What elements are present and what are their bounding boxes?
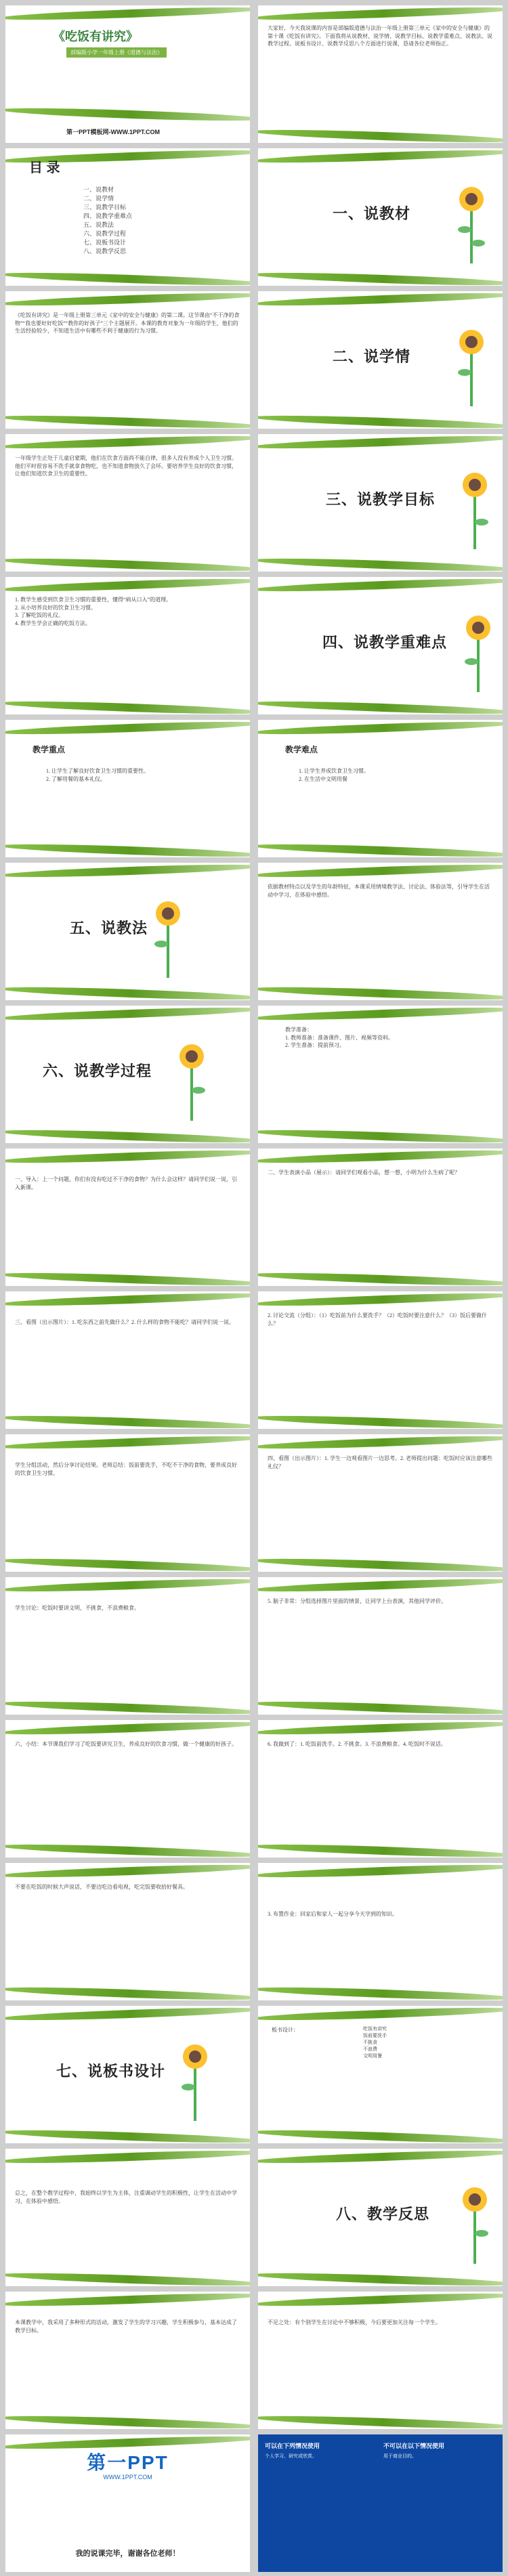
- preparation-heading: 教学准备：: [285, 1027, 312, 1033]
- body-text: 六、小结：本节课我们学习了吃饭要讲究卫生，养成良好的饮食习惯，做一个健康的好孩子。: [15, 1741, 237, 1747]
- text-slide[interactable]: [5, 291, 250, 429]
- preparation-text: [285, 1026, 493, 1050]
- brand-logo: 第一PPT: [87, 2452, 169, 2473]
- green-swoosh: [258, 842, 503, 857]
- green-swoosh: [258, 699, 503, 714]
- green-swoosh: [258, 1577, 503, 1594]
- green-swoosh: [5, 1291, 250, 1308]
- green-swoosh: [258, 1985, 503, 2000]
- text-slide[interactable]: [258, 1720, 503, 1858]
- goal-item: 1. 教学生感受到饮食卫生习惯的重要性，懂得“病从口入”的道理。: [15, 597, 172, 603]
- green-swoosh: [258, 1556, 503, 1572]
- green-swoosh: [258, 1128, 503, 1143]
- text-slide[interactable]: [5, 434, 250, 572]
- body-text: 《吃饭有讲究》是一年级上册第三单元《家中的安全与健康》的第二课。这节课由“不干净的食物”“我也要好好吃饭”“教你的好孩子”三个主题展开。本课的教育对象为一年级的学生，他们的生活经验较少，不知道生活中有哪些不利于健康的行为习惯。: [15, 312, 240, 334]
- body-text: 6. 我做到了：1. 吃饭前洗手。2. 不挑食。3. 不浪费粮食。4. 吃饭时不说话。: [268, 1741, 446, 1747]
- body-text: 依据教材特点以及学生的年龄特征，本课采用情境教学法、讨论法、体验法等，引导学生在活动中学习，在体验中感悟。: [268, 884, 490, 898]
- green-swoosh: [258, 1699, 503, 1715]
- green-swoosh: [5, 577, 250, 594]
- green-swoosh: [5, 1720, 250, 1737]
- body-text: 2. 讨论交流（分组）：（1）吃饭前为什么要洗手？（2）吃饭时要注意什么？（3）饭后要做什么？: [268, 1312, 487, 1327]
- title-slide[interactable]: [5, 5, 250, 143]
- toc-item[interactable]: 三、说教学目标: [83, 204, 127, 211]
- section-3-slide[interactable]: [258, 434, 503, 572]
- board-line: 不浪费: [363, 2047, 377, 2052]
- usage-allowed-text: 个人学习、研究或欣赏。: [265, 2454, 317, 2459]
- sunflower-icon: [178, 2040, 212, 2121]
- green-swoosh: [258, 1270, 503, 1286]
- green-swoosh: [258, 2413, 503, 2429]
- usage-slide[interactable]: [258, 2434, 503, 2572]
- toc-title: 目 录: [29, 160, 60, 175]
- green-swoosh: [5, 1128, 250, 1143]
- green-swoosh: [258, 863, 503, 880]
- text-slide[interactable]: [258, 1149, 503, 1286]
- text-slide[interactable]: [258, 1291, 503, 1429]
- green-swoosh: [5, 2292, 250, 2309]
- key-point-item: 2. 了解用餐的基本礼仪。: [46, 775, 106, 782]
- green-swoosh: [5, 1149, 250, 1165]
- sunflower-icon: [454, 182, 488, 263]
- sunflower-icon: [454, 325, 488, 406]
- difficulty-item: 2. 在生活中文明用餐: [299, 775, 347, 782]
- green-swoosh: [258, 2271, 503, 2286]
- difficulty-item: 1. 让学生养成饮食卫生习惯。: [299, 768, 369, 774]
- difficulties-heading: 教学难点: [285, 745, 318, 754]
- green-swoosh: [5, 1556, 250, 1572]
- green-swoosh: [5, 1006, 250, 1023]
- sunflower-icon: [458, 468, 492, 549]
- green-swoosh: [258, 1413, 503, 1429]
- preparation-item: 1. 教师准备：准备课件、图片、视频等资料。: [285, 1034, 394, 1041]
- toc-list: [83, 186, 132, 256]
- green-swoosh: [5, 1699, 250, 1715]
- toc-item[interactable]: 五、说教法: [83, 221, 114, 228]
- body-text: 二、学生表演小品（展示）：请同学们观看小品，想一想，小明为什么生病了呢？: [268, 1169, 460, 1176]
- green-swoosh: [258, 1842, 503, 1858]
- text-slide[interactable]: [5, 1291, 250, 1429]
- green-swoosh: [5, 1413, 250, 1429]
- goals-slide[interactable]: [5, 577, 250, 714]
- difficulties-slide[interactable]: [258, 720, 503, 857]
- goal-item: 3. 了解吃饭的礼仪。: [15, 612, 64, 618]
- board-content: [363, 2026, 465, 2060]
- green-swoosh: [5, 556, 250, 572]
- green-swoosh: [5, 2413, 250, 2429]
- green-swoosh: [258, 413, 503, 429]
- usage-allowed: [265, 2443, 380, 2460]
- title-slide-site: 第一PPT模板网-WWW.1PPT.COM: [66, 129, 160, 135]
- green-swoosh: [5, 1863, 250, 1880]
- ending-slide[interactable]: [5, 2434, 250, 2572]
- green-swoosh: [5, 699, 250, 714]
- usage-panel: [258, 2434, 503, 2572]
- toc-slide[interactable]: [5, 148, 250, 286]
- sunflower-icon: [461, 611, 495, 692]
- green-swoosh: [258, 1720, 503, 1737]
- toc-item[interactable]: 八、说教学反思: [83, 248, 127, 255]
- board-intro: 板书设计：: [272, 2027, 299, 2033]
- text-slide[interactable]: [258, 1863, 503, 2000]
- section-heading: 五、说教法: [70, 920, 148, 937]
- green-swoosh: [5, 2271, 250, 2286]
- green-swoosh: [258, 127, 503, 143]
- board-line: 饭前要洗手: [363, 2034, 387, 2038]
- sunflower-icon: [458, 2183, 492, 2264]
- section-4-slide[interactable]: [258, 577, 503, 714]
- key-points-slide[interactable]: [5, 720, 250, 857]
- body-text: 3. 布置作业：回家后和家人一起分享今天学到的知识。: [268, 1911, 398, 1917]
- green-swoosh: [258, 577, 503, 594]
- green-swoosh: [258, 270, 503, 286]
- green-swoosh: [258, 2149, 503, 2166]
- green-swoosh: [258, 1434, 503, 1451]
- usage-forbidden: [383, 2443, 499, 2460]
- board-line: 吃饭有讲究: [363, 2027, 387, 2032]
- green-swoosh: [258, 434, 503, 451]
- green-swoosh: [258, 1863, 503, 1880]
- section-5-slide[interactable]: [5, 863, 250, 1000]
- goals-list: [15, 596, 240, 627]
- board-design-slide[interactable]: [258, 2006, 503, 2143]
- green-swoosh: [258, 720, 503, 737]
- green-swoosh: [5, 2006, 250, 2023]
- green-swoosh: [5, 434, 250, 451]
- green-swoosh: [5, 106, 250, 123]
- board-line: 文明用餐: [363, 2054, 382, 2059]
- text-slide[interactable]: [258, 863, 503, 1000]
- section-8-slide[interactable]: [258, 2149, 503, 2286]
- green-swoosh: [5, 1985, 250, 2000]
- green-swoosh: [5, 1577, 250, 1594]
- text-slide[interactable]: [5, 2149, 250, 2286]
- section-heading: 四、说教学重难点: [322, 635, 448, 651]
- body-text: 一、导入：上一个问题，你们有没有吃过不干净的食物？为什么会这样？请同学们说一说，引入新课。: [15, 1176, 237, 1190]
- key-point-item: 1. 让学生了解良好饮食卫生习惯的重要性。: [46, 768, 149, 774]
- body-text: 一年级学生正处于儿童启蒙期，他们在饮食方面尚不能自律，很多人没有养成个人卫生习惯。他们平时很容易不洗手就拿食物吃，也不知道食物放久了会坏。要培养学生良好的饮食习惯，让他们知道饮食卫生的重要性。: [15, 455, 237, 477]
- green-swoosh: [258, 1149, 503, 1165]
- green-swoosh: [258, 556, 503, 572]
- body-text: 本课教学中，我采用了多种形式的活动，激发了学生的学习兴趣，学生积极参与，基本达成了教学目标。: [15, 2319, 237, 2334]
- body-text: 不要在吃饭的时候大声说话，不要边吃边看电视，吃完饭要收拾好餐具。: [15, 1884, 188, 1890]
- green-swoosh: [5, 1434, 250, 1451]
- body-text: 总之，在整个教学过程中，我始终以学生为主体，注重调动学生的积极性，让学生在活动中学习，在体验中感悟。: [15, 2190, 237, 2204]
- usage-forbidden-title: 不可以在以下情况使用: [383, 2443, 445, 2449]
- section-heading: 一、说教材: [333, 206, 411, 223]
- board-line: 不挑食: [363, 2040, 377, 2045]
- green-swoosh: [258, 5, 503, 22]
- sunflower-icon: [175, 1039, 209, 1121]
- key-points-list: [46, 767, 240, 783]
- green-swoosh: [258, 2006, 503, 2023]
- usage-allowed-title: 可以在下列情况使用: [265, 2443, 320, 2449]
- green-swoosh: [258, 2128, 503, 2143]
- green-swoosh: [5, 842, 250, 857]
- intro-text: 大家好，今天我说课的内容是部编版道德与法治一年级上册第三单元《家中的安全与健康》的第十课《吃饭有讲究》。下面我将从说教材、说学情、说教学目标、说教学重难点、说教法、说教学过程、说板书设计、说教学反思八个方面进行说课，恳请各位老师指正。: [268, 25, 492, 47]
- key-points-heading: 教学重点: [33, 745, 66, 754]
- green-swoosh: [5, 1270, 250, 1286]
- section-6-slide[interactable]: [5, 1006, 250, 1143]
- green-swoosh: [5, 291, 250, 308]
- text-slide[interactable]: [5, 1434, 250, 1572]
- text-slide[interactable]: [258, 2292, 503, 2429]
- green-swoosh: [258, 291, 503, 308]
- text-slide[interactable]: [5, 1149, 250, 1286]
- title-slide-heading: 《吃饭有讲究》: [53, 30, 138, 44]
- section-heading: 三、说教学目标: [326, 492, 436, 509]
- green-swoosh: [5, 985, 250, 1000]
- green-swoosh: [258, 2292, 503, 2309]
- difficulties-list: [299, 767, 493, 783]
- green-swoosh: [5, 413, 250, 429]
- section-heading: 七、说板书设计: [56, 2063, 166, 2080]
- body-text: 学生讨论：吃饭时要讲文明，不挑食，不浪费粮食。: [15, 1605, 140, 1611]
- text-slide[interactable]: [5, 1720, 250, 1858]
- toc-item[interactable]: 二、说学情: [83, 195, 114, 202]
- body-text: 四、看图（出示图片）：1. 学生一边观看图片一边思考。2. 老师提出问题：吃饭时应该注意哪些礼仪？: [268, 1455, 492, 1469]
- green-swoosh: [5, 1842, 250, 1858]
- intro-slide[interactable]: [258, 5, 503, 143]
- green-swoosh: [258, 148, 503, 165]
- body-text: 学生分组活动，然后分享讨论结果。老师总结：饭前要洗手，不吃不干净的食物，要养成良好的饮食卫生习惯。: [15, 1462, 237, 1476]
- green-swoosh: [258, 1006, 503, 1023]
- goal-item: 2. 从小培养良好的饮食卫生习惯。: [15, 604, 96, 611]
- green-swoosh: [258, 985, 503, 1000]
- green-swoosh: [5, 5, 250, 22]
- section-2-slide[interactable]: [258, 291, 503, 429]
- body-text: 5. 脑子非常：分组选择图片里面的情景，让同学上台表演，其他同学评价。: [268, 1598, 446, 1604]
- text-slide[interactable]: [5, 1863, 250, 2000]
- section-1-slide[interactable]: [258, 148, 503, 286]
- body-text: 三、看图（出示图片）：1. 吃东西之前先做什么？2. 什么样的食物不能吃？请同学们说一说。: [15, 1319, 234, 1325]
- green-swoosh: [5, 270, 250, 286]
- section-heading: 八、教学反思: [336, 2206, 430, 2223]
- green-swoosh: [258, 1291, 503, 1308]
- green-swoosh: [5, 863, 250, 880]
- ending-note: 我的说课完毕，谢谢各位老师！: [75, 2550, 180, 2558]
- toc-item[interactable]: 六、说教学过程: [83, 230, 127, 237]
- preparation-slide[interactable]: [258, 1006, 503, 1143]
- goal-item: 4. 教学生学会正确的吃饭方法。: [15, 620, 91, 626]
- usage-forbidden-text: 用于商业目的。: [383, 2454, 417, 2459]
- text-slide[interactable]: [5, 1577, 250, 1715]
- section-heading: 二、说学情: [333, 349, 411, 366]
- sunflower-icon: [151, 897, 185, 978]
- text-slide[interactable]: [258, 1577, 503, 1715]
- green-swoosh: [5, 720, 250, 737]
- section-7-slide[interactable]: [5, 2006, 250, 2143]
- preparation-item: 2. 学生准备：提前预习。: [285, 1042, 345, 1048]
- toc-item[interactable]: 一、说教材: [83, 186, 114, 193]
- section-heading: 六、说教学过程: [43, 1063, 152, 1080]
- text-slide[interactable]: [5, 2292, 250, 2429]
- green-swoosh: [5, 2128, 250, 2143]
- green-swoosh: [5, 2149, 250, 2166]
- text-slide[interactable]: [258, 1434, 503, 1572]
- toc-item[interactable]: 七、说板书设计: [83, 239, 127, 246]
- brand-url[interactable]: WWW.1PPT.COM: [103, 2474, 152, 2481]
- toc-item[interactable]: 四、说教学重难点: [83, 213, 133, 219]
- title-slide-subtitle: 部编版小学一年级上册《道德与法治》: [66, 47, 167, 58]
- body-text: 不足之处：有个别学生在讨论中不够积极，今后要更加关注每一个学生。: [268, 2319, 441, 2325]
